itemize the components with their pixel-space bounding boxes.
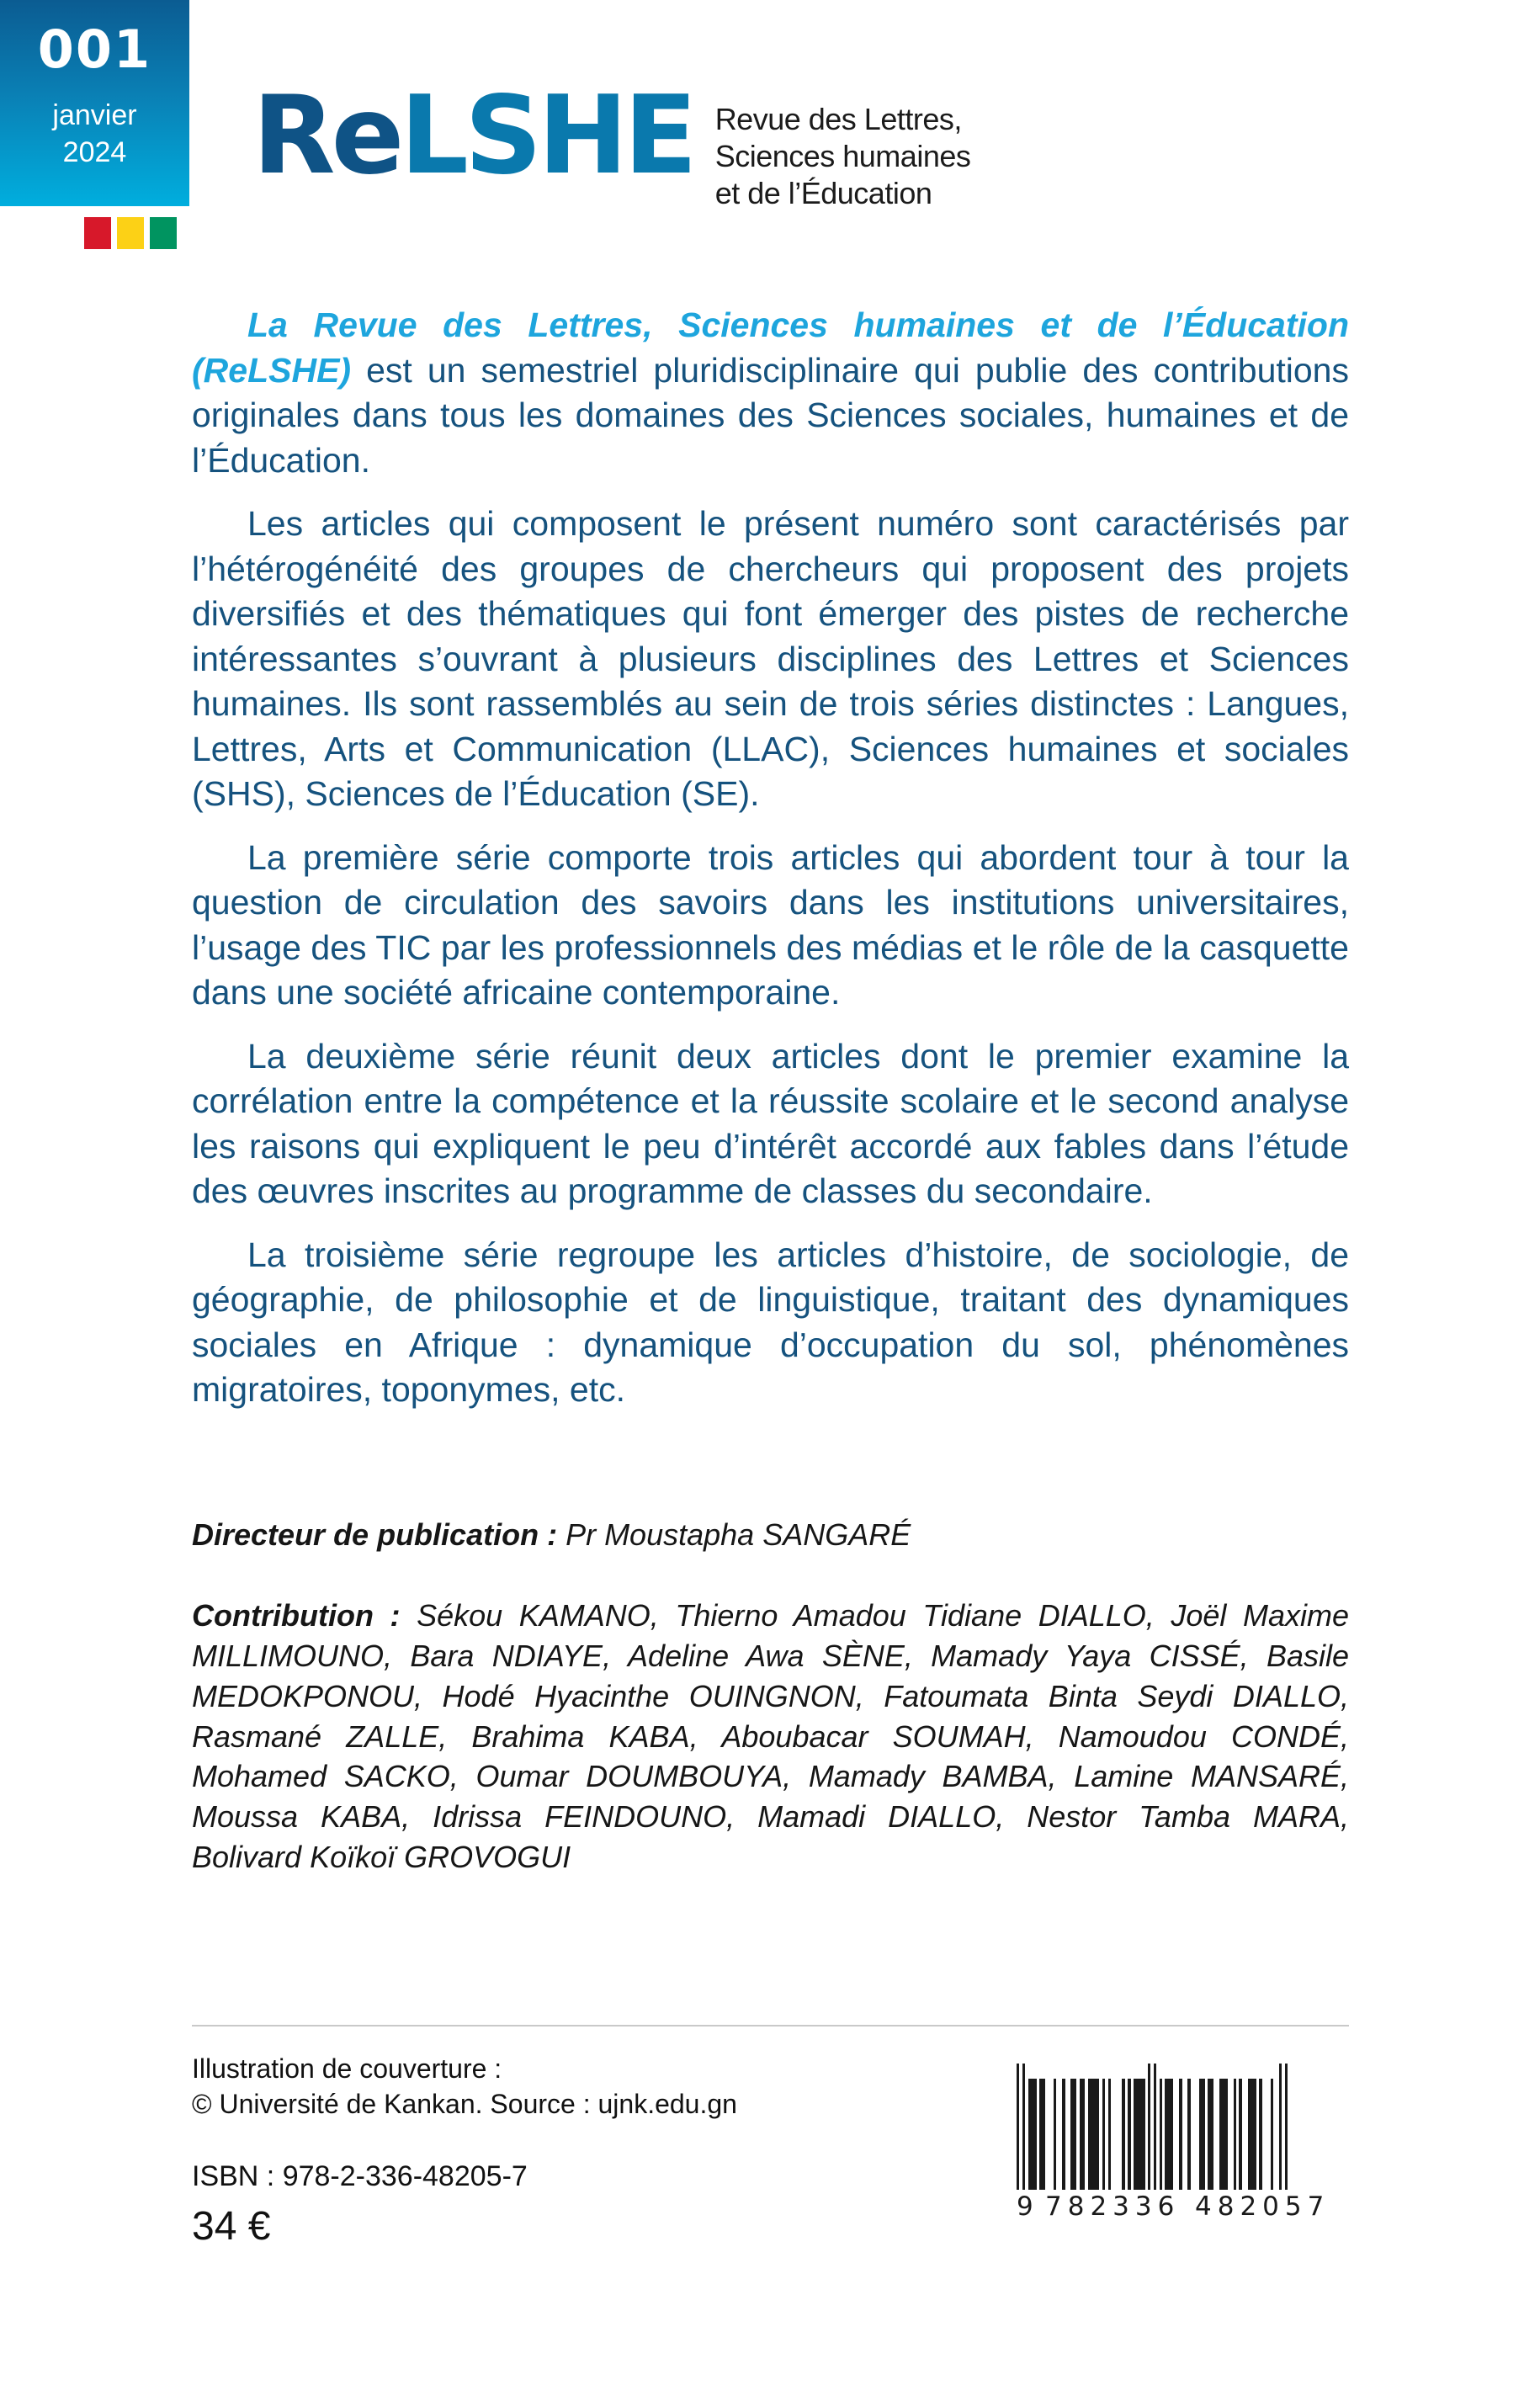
barcode-lead-digit: 9 bbox=[1017, 2191, 1034, 2222]
barcode bbox=[1017, 2064, 1330, 2222]
barcode-bars bbox=[1017, 2064, 1330, 2190]
issue-date bbox=[52, 98, 136, 171]
barcode-left-group: 782336 bbox=[1045, 2191, 1181, 2222]
blurb-paragraph-1-rest: est un semestriel pluridisciplinaire qui publie des contributions originales dans tous les domaines des Sciences sociales, humaines et de l’Éducation. bbox=[192, 350, 1349, 480]
blurb-paragraph-3: La première série comporte trois articles qui abordent tour à tour la question de circulation des savoirs dans les institutions universitaires, l’usage des TIC par les professionnels des médias et le rôle de la casquette dans une société africaine contemporaine. bbox=[192, 837, 1349, 1012]
flag-swatch-green bbox=[150, 217, 177, 249]
journal-tagline bbox=[715, 101, 971, 212]
director-name: Pr Moustapha SANGARÉ bbox=[557, 1517, 911, 1552]
price-text: 34 € bbox=[192, 2204, 271, 2250]
isbn-text: ISBN : 978-2-336-48205-7 bbox=[192, 2160, 528, 2193]
barcode-right-group: 482057 bbox=[1195, 2191, 1330, 2222]
contribution-line bbox=[192, 1596, 1349, 1878]
journal-logo bbox=[252, 73, 971, 212]
masthead bbox=[0, 0, 1540, 261]
blurb-lead-highlight: La Revue des Lettres, Sciences humaines et de l’Éducation (ReLSHE) bbox=[192, 305, 1349, 390]
blurb-paragraph-2: Les articles qui composent le présent numéro sont caractérisés par l’hétérogénéité des groupes de chercheurs qui proposent des projets diversifiés et des thématiques qui font émerger des pistes de recherche intéressantes s’ouvrant à plusieurs disciplines des Lettres et Sciences humaines. Ils sont rassemblés au sein de trois séries distinctes : Langues, Lettres, Arts et Communication (LLAC), Sciences humaines et sociales (SHS), Sciences de l’Éducation (SE). bbox=[192, 504, 1349, 813]
logo-suffix: LSHE bbox=[400, 73, 693, 199]
contribution-names: Sékou KAMANO, Thierno Amadou Tidiane DIALLO, Joël Maxime MILLIMOUNO, Bara NDIAYE, Adeline Awa SÈNE, Mamady Yaya CISSÉ, Basile MEDOKPONOU, Hodé Hyacinthe OUINGNON, Fatoumata Binta Seydi DIALLO, Rasmané ZALLE, Brahima KABA, Aboubacar SOUMAH, Namoudou CONDÉ, Mohamed SACKO, Oumar DOUMBOUYA, Mamady BAMBA, Lamine MANSARÉ, Moussa KABA, Idrissa FEINDOUNO, Mamadi DIALLO, Nestor Tamba MARA, Bolivard Koïkoï GROVOGUI bbox=[192, 1597, 1349, 1875]
tagline-line-2: Sciences humaines bbox=[714, 138, 971, 173]
footer-divider bbox=[192, 2025, 1349, 2026]
issue-year: 2024 bbox=[62, 135, 127, 168]
blurb-paragraph-4: La deuxième série réunit deux articles dont le premier examine la corrélation entre la compétence et la réussite scolaire et le second analyse les raisons qui expliquent le peu d’intérêt accordé aux fables dans l’étude des œuvres inscrites au programme de classes du secondaire. bbox=[192, 1036, 1349, 1210]
barcode-digits bbox=[1017, 2191, 1330, 2222]
tagline-line-3: et de l’Éducation bbox=[714, 175, 932, 210]
director-label: Directeur de publication : bbox=[192, 1517, 558, 1552]
flag-swatch-red bbox=[84, 217, 111, 249]
blurb-paragraph-5: La troisième série regroupe les articles d’histoire, de sociologie, de géographie, de philosophie et de linguistique, traitant des dynamiques sociales en Afrique : dynamique d’occupation du sol, phénomènes migratoires, toponymes, etc. bbox=[192, 1235, 1349, 1409]
guinea-flag-strip bbox=[84, 217, 177, 249]
tagline-line-1: Revue des Lettres, bbox=[714, 102, 962, 136]
credits-block bbox=[192, 1515, 1349, 1878]
logo-prefix: Re bbox=[252, 73, 401, 199]
flag-swatch-yellow bbox=[117, 217, 144, 249]
issue-month: janvier bbox=[52, 99, 137, 131]
director-line bbox=[192, 1515, 1349, 1555]
logo-wordmark bbox=[252, 73, 693, 199]
illustration-credit-line-2: © Université de Kankan. Source : ujnk.edu.gn bbox=[192, 2088, 737, 2119]
illustration-credit-line-1: Illustration de couverture : bbox=[192, 2053, 502, 2084]
blurb-content bbox=[192, 303, 1349, 1413]
blurb-paragraph-1 bbox=[192, 303, 1349, 483]
issue-block bbox=[0, 0, 189, 206]
contribution-label: Contribution : bbox=[192, 1597, 401, 1633]
issue-number: 001 bbox=[37, 19, 152, 80]
